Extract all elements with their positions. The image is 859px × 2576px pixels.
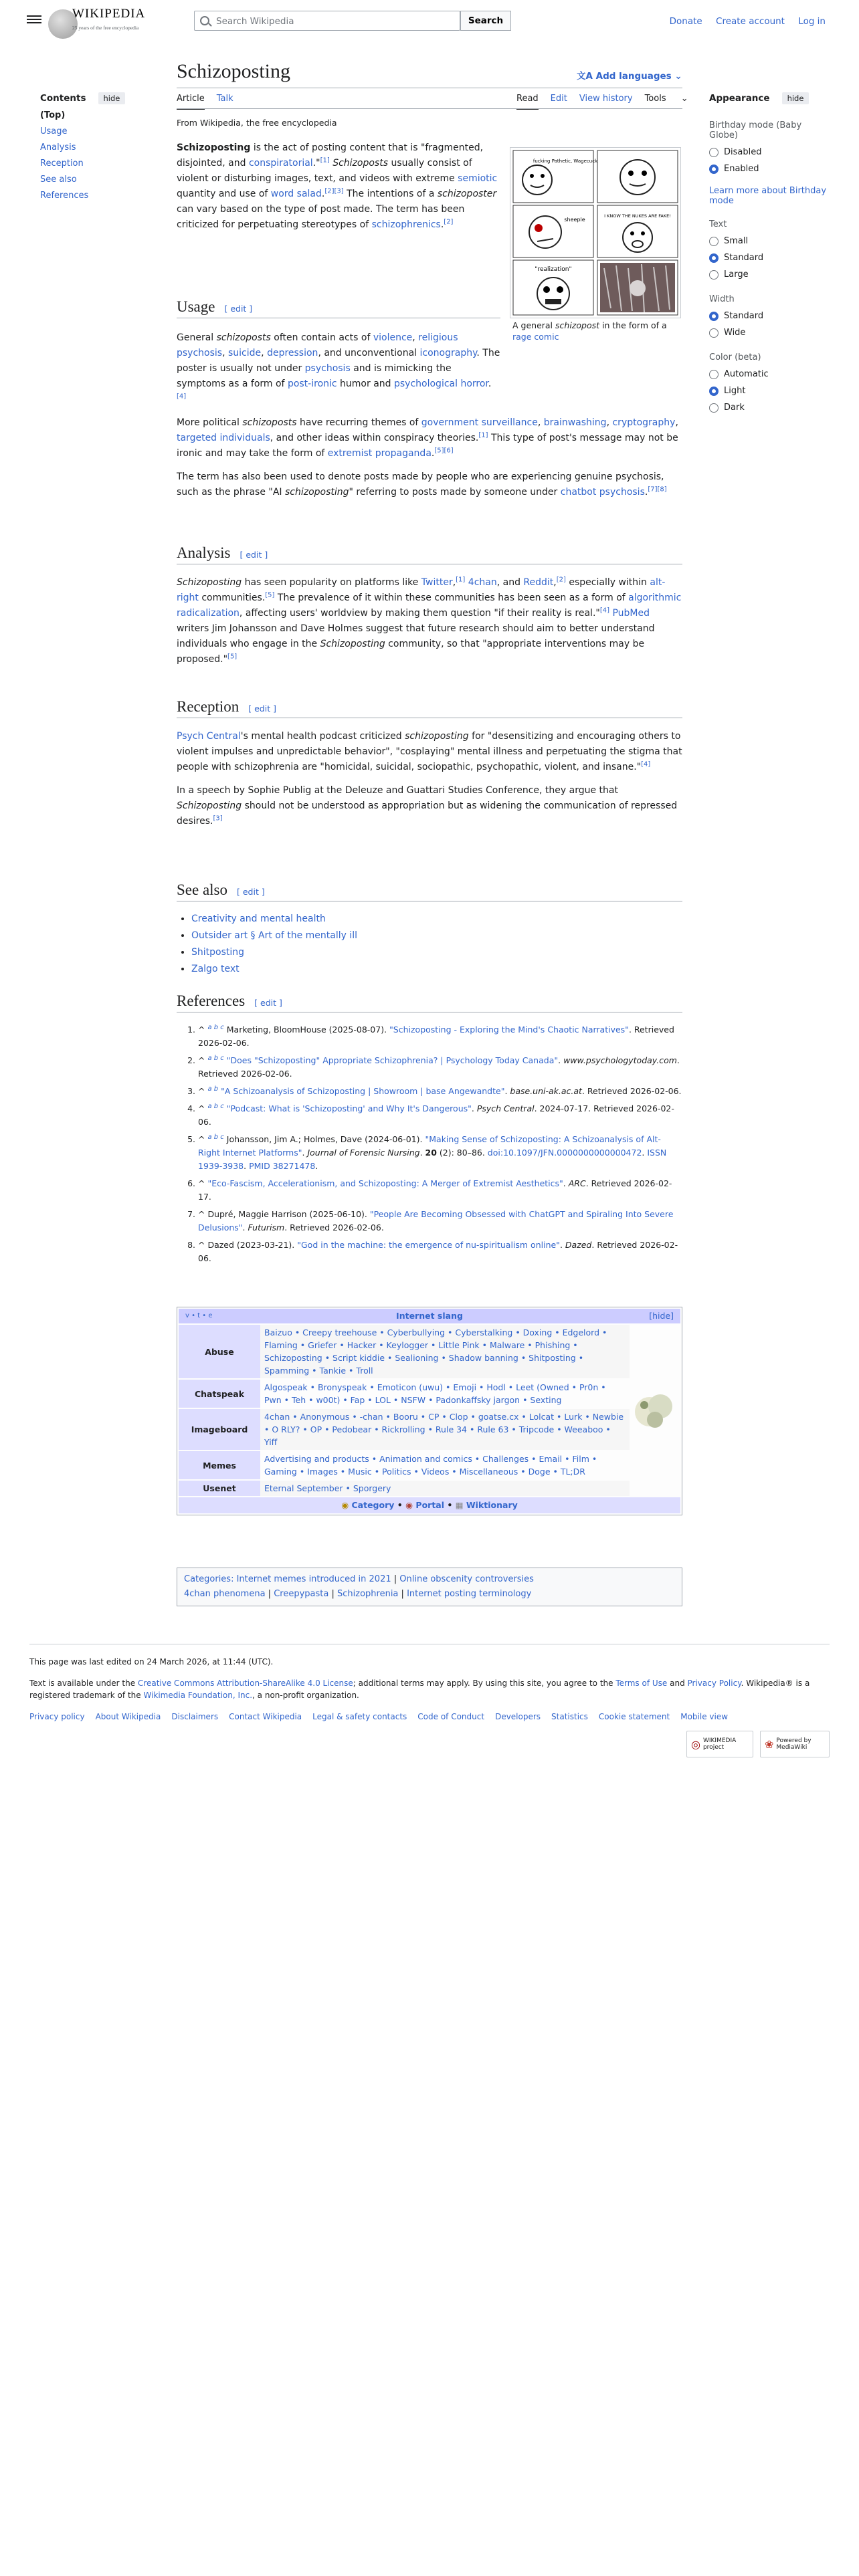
portal-link[interactable]: Portal — [415, 1500, 445, 1510]
usage-paragraph-1: General schizoposts often contain acts of violence, religious psychosis, suicide, depression, and unconventional iconography. The poster is usually not under psychosis and is mimicking the symptoms as a form of post-ironic humor and psychological horror.[4] — [177, 332, 500, 401]
comic-text-panel3: sheeple — [564, 217, 585, 223]
references-list — [177, 1023, 682, 1269]
navbox-list[interactable]: Algospeak • Bronyspeak • Emoticon (uwu) • Emoji • Hodl • Leet (Owned • Pr0n • Pwn • Teh • w00t) • Fap • LOL • NSFW • Padonkaffsky jargon • Sexting — [264, 1382, 606, 1405]
see-also-heading-text: See also — [177, 881, 228, 898]
option-label: Wide — [724, 328, 746, 338]
footer-link[interactable]: Cookie statement — [598, 1712, 670, 1721]
search-input[interactable] — [215, 14, 445, 29]
navbox-footer: ◉ Category • ◉ Portal • ▦ Wiktionary — [179, 1497, 680, 1513]
category-link[interactable]: Category — [351, 1500, 395, 1510]
see-also-section — [177, 912, 682, 979]
navbox-group[interactable]: Imageboard — [179, 1409, 260, 1450]
caption-emphasis: schizopost — [555, 320, 600, 330]
reception-paragraph-2: In a speech by Sophie Publig at the Deleuze and Guattari Studies Conference, they argue that Schizoposting should not be understood as appropriation but as widening the communication of repressed desires.[3] — [177, 785, 678, 827]
reception-heading-text: Reception — [177, 698, 240, 715]
categories-label[interactable]: Categories: — [184, 1574, 234, 1584]
page-footer — [29, 1656, 830, 1723]
tools-label: Tools — [644, 94, 666, 104]
radio-icon[interactable] — [709, 237, 719, 246]
footer-link[interactable]: Code of Conduct — [417, 1712, 485, 1721]
reference-item: 5. ^ $^{a b c}$ Johansson, Jim A.; Holmes, Dave (2024-06-01). "Making Sense of Schizoposting: A Schizoanalysis of Alt-Right Internet Platforms". Journal of Forensic Nursing. 20 (2): 80–86. doi:10.1097/JFN.0000000000000472. ISSN 1939-3938. PMID 38271478. — [198, 1133, 682, 1173]
create-account-link[interactable]: Create account — [716, 16, 785, 27]
reference-item: 1. ^ $^{a b c}$ Marketing, BloomHouse (2025-08-07). "Schizoposting - Exploring the Mind's Chaotic Narratives". Retrieved 2026-02-06. — [198, 1023, 682, 1050]
comic-text-panel4: I KNOW THE NUKES ARE FAKE! — [604, 213, 671, 219]
wiktionary-icon: ▦ — [455, 1500, 464, 1510]
mediawiki-logo-icon: ❀ — [765, 1737, 774, 1751]
language-icon: 文A — [577, 71, 596, 82]
navbox-hide-button[interactable]: [hide] — [649, 1311, 674, 1321]
radio-icon[interactable] — [709, 370, 719, 379]
usage-edit-link[interactable]: [ edit ] — [224, 304, 253, 314]
caption-text-1: A general — [512, 320, 556, 330]
analysis-edit-link[interactable]: [ edit ] — [240, 550, 268, 560]
birthday-disabled-option[interactable] — [709, 147, 830, 157]
navbox-image[interactable] — [630, 1386, 678, 1434]
tab-view-history[interactable]: View history — [579, 94, 633, 104]
navbox-vte-links[interactable]: v • t • e — [185, 1312, 213, 1319]
internet-slang-image — [630, 1386, 678, 1434]
radio-icon[interactable] — [709, 270, 719, 280]
reference-item: 7. ^ Dupré, Maggie Harrison (2025-06-10). "People Are Becoming Obsessed with ChatGPT and Spiraling Into Severe Delusions". Futurism. Retrieved 2026-02-06. — [198, 1208, 682, 1235]
see-also-link[interactable]: Shitposting — [191, 947, 245, 958]
width-standard-option[interactable] — [709, 311, 830, 321]
license-part: . Wikipedia® is a registered trademark of the — [29, 1679, 810, 1700]
reception-paragraph-1: Psych Central's mental health podcast criticized schizoposting for "desensitizing and encouraging others to violent impulses and unpredictable behavior", "cosplaying" mental illness and perpetuating the stigma that people with schizophrenia are "homicidal, suicidal, sociopathic, psychopathic, violent, and insane."[4] — [177, 731, 682, 772]
category-item[interactable]: Online obscenity controversies — [399, 1574, 534, 1584]
option-label: Large — [724, 270, 749, 280]
footer-links — [29, 1711, 830, 1723]
footer-link[interactable]: Legal & safety contacts — [312, 1712, 407, 1721]
license-text — [29, 1677, 830, 1701]
radio-icon[interactable] — [709, 328, 719, 338]
analysis-paragraph: Schizoposting has seen popularity on platforms like Twitter,[1] 4chan, and Reddit,[2] especially within alt-right communities.[5] The prevalence of it within these communities has been seen as a form of algorithmic radicalization, affecting users' worldview by making them question "if their reality is real."[4] PubMed writers Jim Johansson and Dave Holmes suggest that future research should aim to better understand individuals who engage in the Schizoposting community, so that "appropriate interventions may be proposed."[5] — [177, 576, 682, 665]
navbox-title[interactable]: Internet slang — [396, 1311, 463, 1321]
footer-link[interactable]: Statistics — [551, 1712, 588, 1721]
badge-label: Powered by MediaWiki — [776, 1737, 812, 1751]
tab-read[interactable]: Read — [516, 94, 539, 110]
internet-slang-navbox — [177, 1307, 682, 1515]
add-languages-label: Add languages — [595, 71, 672, 82]
learn-more-birthday-link[interactable]: Learn more about Birthday mode — [709, 186, 827, 206]
radio-selected-icon[interactable] — [709, 253, 719, 263]
option-label: Small — [724, 236, 749, 246]
usage-section — [177, 330, 682, 500]
references-edit-link[interactable]: [ edit ] — [254, 998, 282, 1008]
rage-comic-image[interactable] — [510, 147, 681, 318]
toc-item-see-also[interactable]: See also — [40, 175, 77, 185]
page-title: Schizoposting — [177, 60, 290, 82]
caption-text-2: in the form of a — [599, 320, 667, 330]
toc-item-reception[interactable]: Reception — [40, 158, 84, 169]
reference-item: 3. ^ $^{a b}$ "A Schizoanalysis of Schizoposting | Showroom | base Angewandte". base.uni-ak.ac.at. Retrieved 2026-02-06. — [198, 1085, 682, 1098]
lead-section — [177, 140, 500, 233]
see-also-link[interactable]: Zalgo text — [191, 964, 240, 974]
license-link[interactable]: Creative Commons Attribution-ShareAlike 4.0 License — [137, 1679, 353, 1688]
comic-text-panel1: fucking Pathetic, Wagecuck — [533, 158, 598, 164]
log-in-link[interactable]: Log in — [798, 16, 826, 27]
analysis-heading-text: Analysis — [177, 544, 231, 561]
comic-text-panel5: "realization" — [535, 266, 572, 273]
width-wide-option[interactable] — [709, 328, 830, 338]
navbox-group[interactable]: Chatspeak — [179, 1380, 260, 1408]
references-heading-text: References — [177, 992, 246, 1009]
toc-item-top[interactable]: (Top) — [40, 110, 66, 120]
navbox-list[interactable]: Baizuo • Creepy treehouse • Cyberbullying • Cyberstalking • Doxing • Edgelord • Flaming • Griefer • Hacker • Keylogger • Little Pink • Malware • Phishing • Schizoposting • Script kiddie • Sealioning • Shadow banning • Shitposting • Spamming • Tankie • Troll — [260, 1325, 630, 1378]
color-automatic-option[interactable] — [709, 369, 830, 379]
usage-heading-text: Usage — [177, 298, 215, 315]
powered-by-mediawiki-badge[interactable] — [760, 1731, 830, 1757]
footer-link[interactable]: Contact Wikipedia — [229, 1712, 302, 1721]
text-standard-option[interactable] — [709, 253, 830, 263]
last-edited: This page was last edited on 24 March 2026, at 11:44 (UTC). — [29, 1657, 274, 1667]
category-item[interactable]: 4chan phenomena — [184, 1589, 266, 1599]
option-label: Standard — [724, 311, 764, 321]
usage-paragraph-3: The term has also been used to denote posts made by people who are experiencing genuine psychosis, such as the phrase "AI schizoposting" referring to posts made by someone under chatbot psychosis.[7][8] — [177, 471, 667, 498]
wikipedia-wordmark[interactable]: WIKIPEDIA — [72, 7, 146, 21]
radio-icon[interactable] — [709, 148, 719, 157]
usage-paragraph-2: More political schizoposts have recurring themes of government surveillance, brainwashing, cryptography, targeted individuals, and other ideas within conspiracy theories.[1] This type of post's message may not be ironic and may take the form of extremist propaganda.[5][6] — [177, 417, 678, 459]
table-of-contents — [40, 92, 134, 201]
reference-item: 4. ^ $^{a b c}$ "Podcast: What is 'Schizoposting' and Why It's Dangerous". Psych Central. 2024-07-17. Retrieved 2026-02-06. — [198, 1102, 682, 1129]
navbox-list[interactable]: Eternal September • Sporgery — [260, 1481, 630, 1496]
categories-box: Categories: Internet memes introduced in 2021 | Online obscenity controversies 4chan phenomena | Creepypasta | Schizophrenia | Internet posting terminology — [177, 1568, 682, 1606]
analysis-section — [177, 575, 682, 667]
toc-item-references[interactable]: References — [40, 191, 89, 201]
footer-link[interactable]: Disclaimers — [171, 1712, 219, 1721]
tools-menu[interactable]: Tools ⌄ — [644, 94, 688, 104]
toc-heading: Contents — [40, 93, 86, 104]
wikimedia-logo-icon: ◎ — [691, 1737, 700, 1751]
appearance-panel — [709, 92, 830, 413]
wikimedia-project-badge[interactable] — [686, 1731, 753, 1757]
toc-item-analysis[interactable]: Analysis — [40, 142, 76, 152]
see-also-link[interactable]: Outsider art § Art of the mentally ill — [191, 930, 358, 941]
reception-edit-link[interactable]: [ edit ] — [248, 704, 276, 714]
option-label: Standard — [724, 253, 764, 263]
terms-link[interactable]: Terms of Use — [615, 1679, 668, 1688]
birthday-mode-label: Birthday mode (Baby Globe) — [709, 120, 802, 140]
chevron-down-icon: ⌄ — [671, 71, 682, 82]
text-small-option[interactable] — [709, 236, 830, 246]
tab-talk[interactable]: Talk — [216, 94, 233, 104]
tab-article[interactable]: Article — [177, 94, 205, 110]
navbox-group[interactable]: Usenet — [179, 1481, 260, 1496]
navbox-list[interactable]: Advertising and products • Animation and comics • Challenges • Email • Film • Gaming • Images • Music • Politics • Videos • Miscellaneous • Doge • TL;DR — [264, 1454, 597, 1477]
see-also-heading — [177, 881, 682, 901]
license-part: and — [667, 1679, 688, 1688]
option-label: Automatic — [724, 369, 769, 379]
donate-link[interactable]: Donate — [669, 16, 702, 27]
search-button[interactable]: Search — [460, 11, 511, 31]
wikipedia-tagline: 25 years of the free encyclopedia — [72, 25, 139, 31]
privacy-link[interactable]: Privacy Policy — [687, 1679, 741, 1688]
lead-paragraph: Schizoposting is the act of posting content that is "fragmented, disjointed, and conspiratorial."[1] Schizoposts usually consist of violent or disturbing images, text, and videos with extreme semiotic quantity and use of word salad.[2][3] The intentions of a schizoposter can vary based on the type of post made. The term has been criticized for perpetuating stereotypes of schizophrenics.[2] — [177, 142, 498, 230]
see-also-link[interactable]: Creativity and mental health — [191, 914, 326, 924]
color-light-option[interactable] — [709, 386, 830, 396]
see-also-edit-link[interactable]: [ edit ] — [237, 887, 265, 897]
appearance-hide-button[interactable]: hide — [782, 92, 809, 104]
reference-item: 2. ^ $^{a b c}$ "Does "Schizoposting" Appropriate Schizophrenia? | Psychology Today Canada". www.psychologytoday.com. Retrieved 2026-02-06. — [198, 1054, 682, 1081]
category-icon: ◉ — [341, 1500, 349, 1510]
category-item[interactable]: Internet posting terminology — [407, 1589, 532, 1599]
site-sub: From Wikipedia, the free encyclopedia — [177, 118, 337, 128]
navbox-list[interactable]: 4chan • Anonymous • -chan • Booru • CP • Clop • goatse.cx • Lolcat • Lurk • Newbie • O RLY? • OP • Pedobear • Rickrolling • Rule 34 • Rule 63 • Tripcode • Weeaboo • Yiff — [260, 1409, 630, 1450]
footer-link[interactable]: Privacy policy — [29, 1712, 85, 1721]
analysis-heading — [177, 544, 682, 564]
foundation-link[interactable]: Wikimedia Foundation, Inc. — [143, 1691, 253, 1700]
badge-label: WIKIMEDIA project — [702, 1737, 737, 1751]
rage-comic-link[interactable]: rage comic — [512, 332, 559, 342]
search-icon — [200, 16, 209, 25]
reception-section — [177, 729, 682, 829]
color-dark-option[interactable] — [709, 403, 830, 413]
reference-item: 6. ^ "Eco-Fascism, Accelerationism, and Schizoposting: A Merger of Extremist Aesthetics". ARC. Retrieved 2026-02-17. — [198, 1177, 682, 1204]
add-languages-button[interactable] — [577, 68, 682, 82]
radio-selected-icon[interactable] — [709, 312, 719, 321]
radio-selected-icon[interactable] — [709, 387, 719, 396]
rage-comic-drawing — [510, 148, 680, 318]
color-label: Color (beta) — [709, 352, 761, 362]
toc-item-usage[interactable]: Usage — [40, 126, 68, 136]
radio-selected-icon[interactable] — [709, 165, 719, 174]
category-item[interactable]: Schizophrenia — [337, 1589, 399, 1599]
category-item[interactable]: Creepypasta — [274, 1589, 329, 1599]
appearance-heading: Appearance — [709, 93, 770, 104]
references-heading — [177, 992, 682, 1012]
tab-edit[interactable]: Edit — [550, 94, 567, 104]
footer-link[interactable]: Developers — [495, 1712, 541, 1721]
footer-link[interactable]: Mobile view — [680, 1712, 729, 1721]
search-box[interactable] — [194, 11, 460, 31]
main-menu-icon[interactable] — [27, 13, 41, 25]
navbox-group[interactable]: Memes — [179, 1451, 260, 1479]
navbox-title-bar — [179, 1309, 680, 1323]
reference-item: 8. ^ Dazed (2023-03-21). "God in the machine: the emergence of nu-spiritualism online". Dazed. Retrieved 2026-02-06. — [198, 1239, 682, 1265]
radio-icon[interactable] — [709, 403, 719, 413]
license-part: ; additional terms may apply. By using this site, you agree to the — [353, 1679, 616, 1688]
option-label: Disabled — [724, 147, 762, 157]
birthday-enabled-option[interactable] — [709, 164, 830, 174]
portal-icon: ◉ — [405, 1500, 413, 1510]
text-large-option[interactable] — [709, 270, 830, 280]
footer-link[interactable]: About Wikipedia — [95, 1712, 161, 1721]
width-label: Width — [709, 294, 735, 304]
navbox-group[interactable]: Abuse — [179, 1325, 260, 1378]
personal-tools — [659, 16, 826, 27]
wiktionary-link[interactable]: Wiktionary — [466, 1500, 518, 1510]
option-label: Light — [724, 386, 746, 396]
usage-heading — [177, 298, 500, 318]
text-size-label: Text — [709, 219, 727, 229]
license-part: , a non-profit organization. — [252, 1691, 359, 1700]
reception-heading — [177, 698, 682, 718]
option-label: Enabled — [724, 164, 759, 174]
category-item[interactable]: Internet memes introduced in 2021 — [236, 1574, 391, 1584]
toc-hide-button[interactable]: hide — [98, 92, 126, 104]
option-label: Dark — [724, 403, 745, 413]
license-part: Text is available under the — [29, 1679, 138, 1688]
